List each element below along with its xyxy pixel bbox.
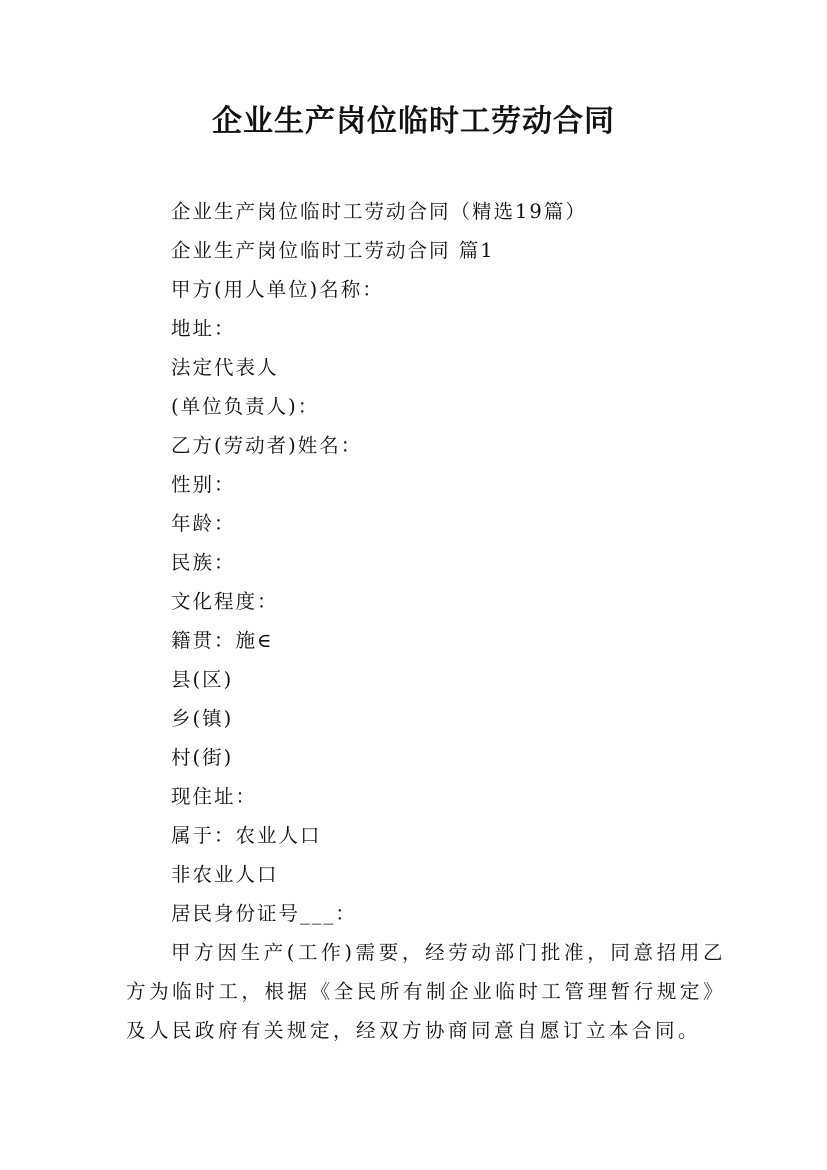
household-type-non-agricultural: 非农业人口 [171, 863, 279, 886]
household-type-agricultural: 属于：农业人口 [171, 824, 322, 847]
unit-leader-field: (单位负责人)： [171, 395, 320, 418]
education-field: 文化程度： [171, 590, 279, 613]
section-heading: 企业生产岗位临时工劳动合同 篇1 [171, 239, 495, 262]
subtitle-line: 企业生产岗位临时工劳动合同（精选19篇） [171, 200, 587, 223]
current-address-field: 现住址： [171, 785, 258, 808]
age-field: 年龄： [171, 512, 236, 535]
address-field: 地址： [171, 317, 236, 340]
party-a-name-field: 甲方(用人单位)名称： [171, 278, 384, 301]
document-body [126, 192, 726, 1050]
village-field: 村(街) [171, 746, 234, 769]
contract-intro-paragraph: 甲方因生产(工作)需要，经劳动部门批准，同意招用乙方为临时工，根据《全民所有制企业临时工管理暂行规定》及人民政府有关规定，经双方协商同意自愿订立本合同。 [126, 941, 726, 1042]
party-b-name-field: 乙方(劳动者)姓名： [171, 434, 363, 457]
native-place-field: 籍贯：施∈ [171, 629, 274, 652]
document-title: 企业生产岗位临时工劳动合同 [212, 104, 615, 139]
township-field: 乡(镇) [171, 707, 234, 730]
id-number-field: 居民身份证号___： [171, 902, 357, 925]
ethnicity-field: 民族： [171, 551, 236, 574]
gender-field: 性别： [171, 473, 236, 496]
legal-representative-field: 法定代表人 [171, 356, 279, 379]
county-field: 县(区) [171, 668, 234, 691]
